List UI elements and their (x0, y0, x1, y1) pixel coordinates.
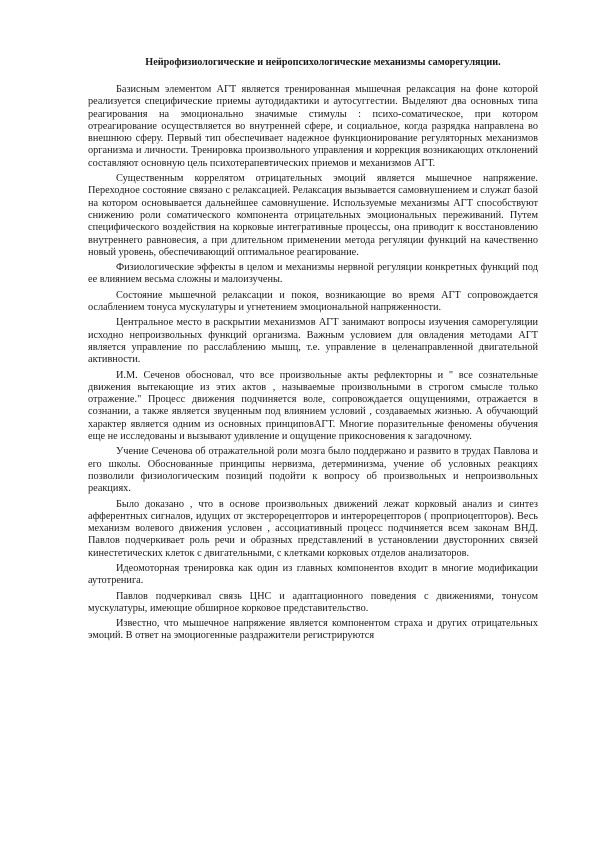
paragraph: Существенным коррелятом отрицательных эмоций является мышечное напряжение. Переходное состояние связано с релаксацией. Релаксация вызывается самовнушением и служат базой на котором основывается дальнейшее самовнушение. Используемые механизмы АГТ способствуют снижению роли соматического компонента отрицательных эмоциональных переживаний. Путем специфического воздействия на корковые интегративные процессы, она приводит к восстановлению внутреннего равновесия, а при длительном применении метода регуляции функций на качественно новый уровень, обеспечивающий оптимальное реагирование. (88, 173, 538, 258)
paragraph: Физиологические эффекты в целом и механизмы нервной регуляции конкретных функций под ее влиянием весьма сложны и малоизучены. (88, 262, 538, 286)
paragraph: Известно, что мышечное напряжение является компонентом страха и других отрицательных эмоций. В ответ на эмоциогенные раздражители регистрируются (88, 618, 538, 642)
paragraph: Павлов подчеркивал связь ЦНС и адаптационного поведения с движениями, тонусом мускулатуры, имеющие обширное корковое представительство. (88, 590, 538, 614)
paragraph: Учение Сеченова об отражательной роли мозга было поддержано и развито в трудах Павлова и его школы. Обоснованные принципы нервизма, детерминизма, учение об условных реакциях позволили физиологическим позиций подойти к вопросу об произвольных и непроизвольных реакциях. (88, 446, 538, 495)
document-title: Нейрофизиологические и нейропсихологические механизмы саморегуляции. (145, 57, 501, 68)
paragraph: Базисным элементом АГТ является тренированная мышечная релаксация на фоне которой реализуется специфические приемы аутодидактики и аутосуггестии. Выделяют два основных типа реагирования на эмоционально значимые стимулы : психо-соматическое, при котором отреагирование осуществляется во внутренней сфере, и социальное, когда разрядка направлена во внешнюю сферу. Первый тип обеспечивает надежное функционирование регуляторных механизмов организма и личности. Тренировка произвольного управления и коррекция возникающих отклонений составляют основную цель психотерапевтических приемов и механизмов АГТ. (88, 84, 538, 169)
paragraph: Центральное место в раскрытии механизмов АГТ занимают вопросы изучения саморегуляции исходно непроизвольных функций организма. Важным условием для овладения методами АГТ является управление по расслаблению мышц, т.е. управление в целенаправленной двигательной активности. (88, 317, 538, 366)
paragraph: Было доказано , что в основе произвольных движений лежат корковый анализ и синтез афферентных сигналов, идущих от экстерорецепторов и интерорецепторов ( проприоцепторов). Весь механизм волевого движения условен , ассоциативный процесс подчиняется всем законам ВНД. Павлов подчеркивает роль речи и образных представлений в установлении двусторонних связей кинестетических клеток с двигательными, с клетками корковых отделов анализаторов. (88, 498, 538, 559)
paragraph: Идеомоторная тренировка как один из главных компонентов входит в многие модификации аутотренига. (88, 562, 538, 587)
paragraph: И.М. Сеченов обосновал, что все произвольные акты рефлекторны и " все сознательные движения вытекающие из этих актов , называемые произвольными в строгом смысле только отражение." Процесс движения подчиняется воле, сопровождается ощущениями, отражается в сознании, а также является звуценным под влиянием условий , создаваемых жизнью. А обучающий характер является одним из основных принциповАГТ. Многие поразительные феномены обучения еще не исследованы и вызывают удивление и ощущение прикосновения к загадочному. (88, 369, 538, 443)
paragraph: Состояние мышечной релаксации и покоя, возникающие во время АГТ сопровождается ослаблением тонуса мускулатуры и угнетением эмоциональной напряженности. (88, 289, 538, 314)
